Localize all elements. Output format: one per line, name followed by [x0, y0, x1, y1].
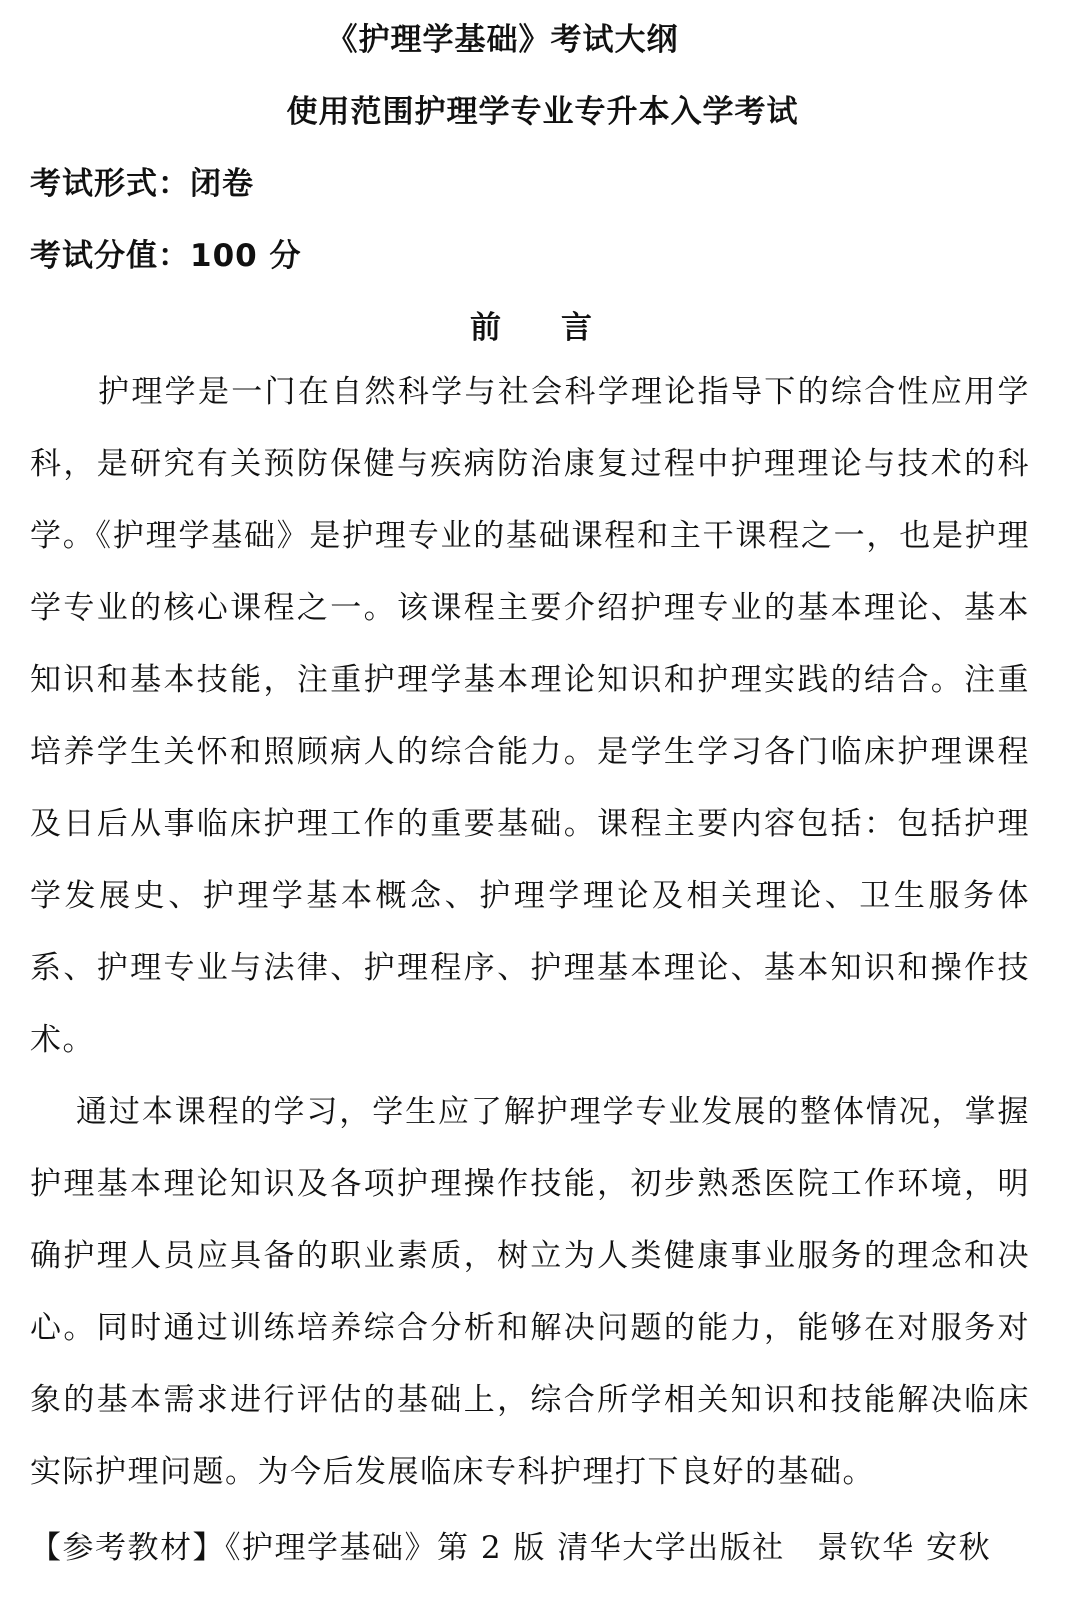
exam-format: 考试形式：闭卷: [30, 166, 254, 202]
exam-score: 考试分值：100 分: [30, 238, 302, 274]
preface-heading: 前言: [470, 310, 652, 346]
document-subtitle: 使用范围护理学专业专升本入学考试: [286, 94, 799, 130]
reference-textbook: 【参考教材】《护理学基础》第 2 版 清华大学出版社 景钦华 安秋: [30, 1530, 992, 1566]
preface-paragraph-2: 通过本课程的学习，学生应了解护理学专业发展的整体情况，掌握护理基本理论知识及各项护理操作技能，初步熟悉医院工作环境，明确护理人员应具备的职业素质，树立为人类健康事业服务的理念和决心。同时通过训练培养综合分析和解决问题的能力，能够在对服务对象的基本需求进行评估的基础上，综合所学相关知识和技能解决临床实际护理问题。为今后发展临床专科护理打下良好的基础。: [30, 1094, 1030, 1490]
preface-paragraph-1: 护理学是一门在自然科学与社会科学理论指导下的综合性应用学科，是研究有关预防保健与疾病防治康复过程中护理理论与技术的科学。《护理学基础》是护理专业的基础课程和主干课程之一，也是护理学专业的核心课程之一。该课程主要介绍护理专业的基本理论、基本知识和基本技能，注重护理学基本理论知识和护理实践的结合。注重培养学生关怀和照顾病人的综合能力。是学生学习各门临床护理课程及日后从事临床护理工作的重要基础。课程主要内容包括：包括护理学发展史、护理学基本概念、护理学理论及相关理论、卫生服务体系、护理专业与法律、护理程序、护理基本理论、基本知识和操作技术。: [30, 374, 1030, 1058]
document-title: 《护理学基础》考试大纲: [326, 22, 679, 58]
